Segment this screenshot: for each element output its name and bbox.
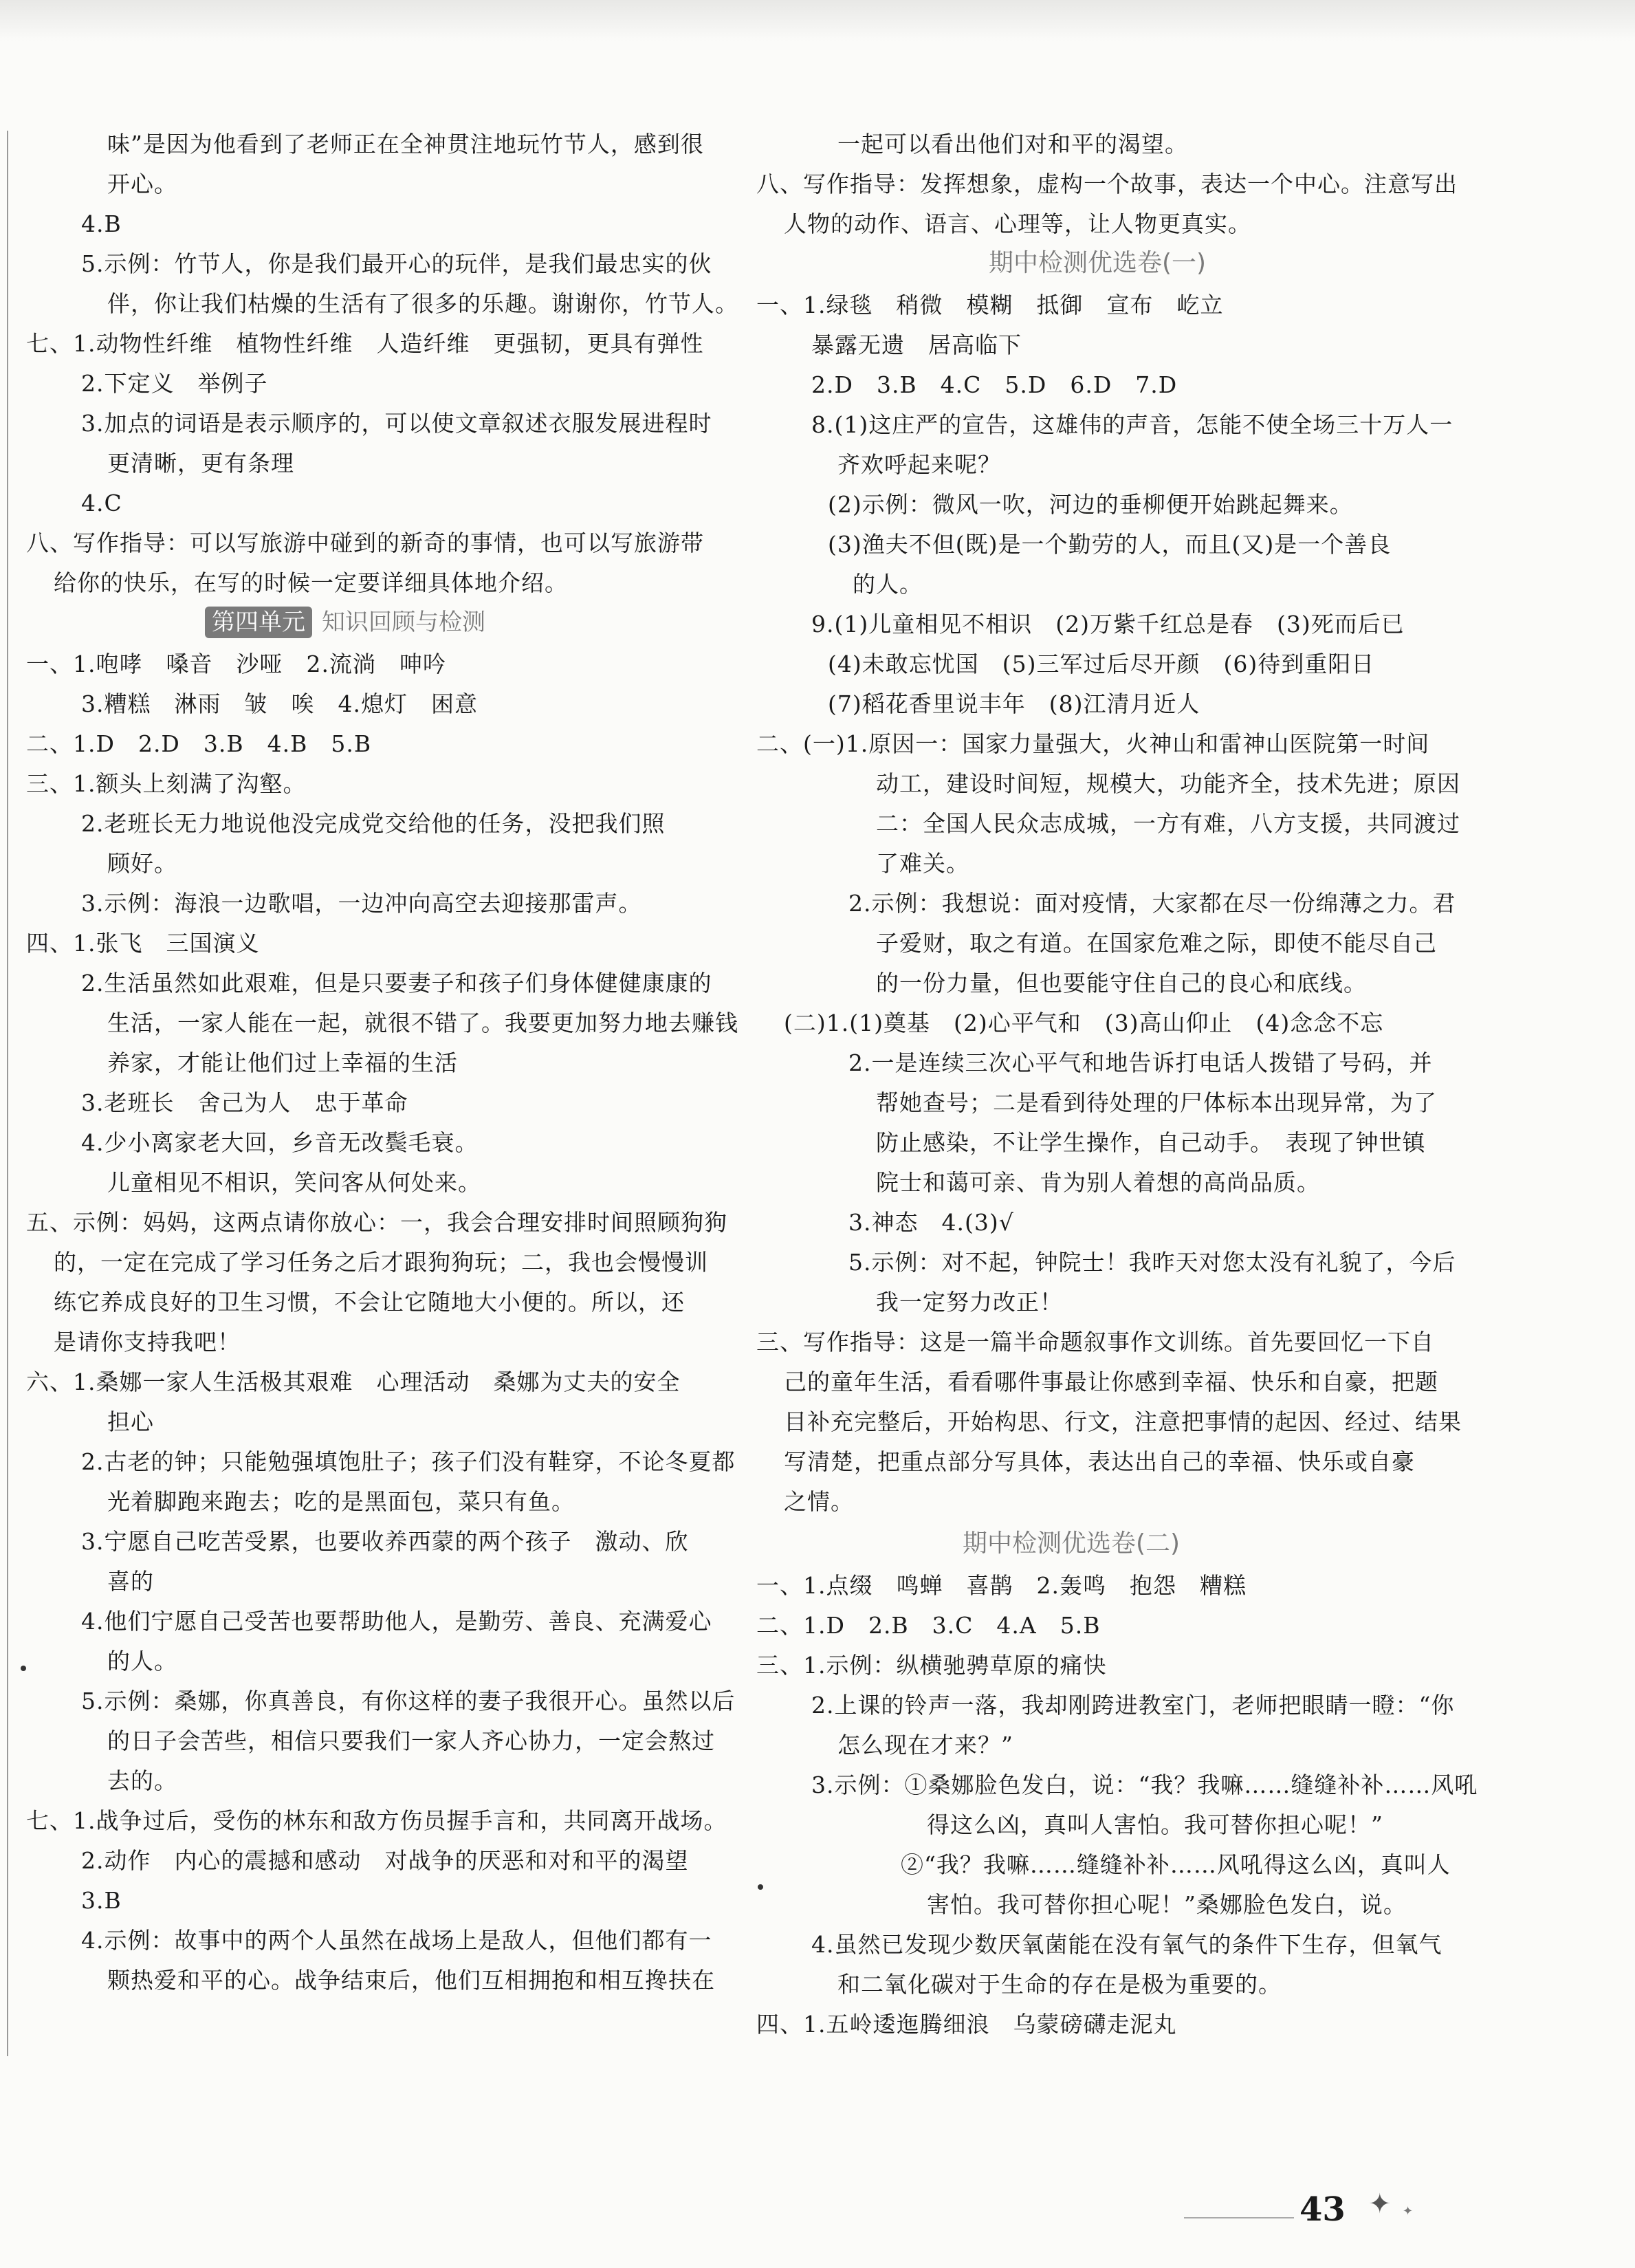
answer-line: 儿童相见不相识，笑问客从何处来。	[107, 1169, 481, 1196]
answer-line: 4.他们宁愿自己受苦也要帮助他人，是勤劳、善良、充满爱心	[81, 1608, 712, 1635]
answer-line: 3.B	[81, 1887, 122, 1914]
answer-line: 了难关。	[876, 850, 969, 877]
answer-line: 己的童年生活，看看哪件事最让你感到幸福、快乐和自豪，把题	[784, 1369, 1438, 1395]
answer-line: 二、1.D 2.B 3.C 4.A 5.B	[756, 1612, 1101, 1639]
answer-line: 练它养成良好的卫生习惯，不会让它随地大小便的。所以，还	[54, 1289, 685, 1316]
answer-line: 2.一是连续三次心平气和地告诉打电话人拨错了号码，并	[848, 1049, 1433, 1076]
answer-line: 齐欢呼起来呢？	[837, 451, 1001, 478]
answer-line: 3.老班长 舍己为人 忠于革命	[81, 1089, 408, 1116]
answer-line: (7)稻花香里说丰年 (8)江清月近人	[828, 690, 1200, 717]
answer-line: 二、1.D 2.D 3.B 4.B 5.B	[26, 730, 372, 757]
answer-line: 四、1.张飞 三国演义	[26, 930, 260, 957]
unit-heading	[205, 607, 485, 638]
answer-line: 2.古老的钟；只能勉强填饱肚子；孩子们没有鞋穿，不论冬夏都	[81, 1448, 736, 1475]
answer-line: 二：全国人民众志成城，一方有难，八方支援，共同渡过	[876, 810, 1460, 837]
answer-line: 2.动作 内心的震撼和感动 对战争的厌恶和对和平的渴望	[81, 1847, 689, 1874]
answer-line: 顾好。	[107, 850, 177, 877]
answer-line: 更清晰，更有条理	[107, 450, 294, 477]
answer-line: 3.示例：①桑娜脸色发白，说：“我？我嘛……缝缝补补……风吼	[811, 1771, 1478, 1798]
answer-line: 3.加点的词语是表示顺序的，可以使文章叙述衣服发展进程时	[81, 410, 712, 437]
small-star-icon: ✦	[1403, 2204, 1414, 2218]
answer-line: 一、1.咆哮 嗓音 沙哑 2.流淌 呻吟	[26, 651, 446, 677]
answer-line: 暴露无遗 居高临下	[811, 331, 1022, 358]
answer-line: 的日子会苦些，相信只要我们一家人齐心协力，一定会熬过	[107, 1727, 715, 1754]
answer-line: 人物的动作、语言、心理等，让人物更真实。	[784, 210, 1251, 237]
answer-line: 四、1.五岭逶迤腾细浪 乌蒙磅礴走泥丸	[756, 2011, 1177, 2038]
answer-line: 帮她查号；二是看到待处理的尸体标本出现异常，为了	[876, 1089, 1437, 1116]
answer-line: 9.(1)儿童相见不相识 (2)万紫千红总是春 (3)死而后已	[811, 611, 1405, 637]
answer-line: 2.示例：我想说：面对疫情，大家都在尽一份绵薄之力。君	[848, 890, 1456, 917]
star-icon: ✦	[1368, 2188, 1392, 2220]
answer-line: 三、1.额头上刻满了沟壑。	[26, 770, 307, 797]
answer-line: 2.老班长无力地说他没完成党交给他的任务，没把我们照	[81, 810, 666, 837]
answer-line: 我一定努力改正！	[876, 1289, 1063, 1316]
answer-line: 三、写作指导：这是一篇半命题叙事作文训练。首先要回忆一下自	[756, 1329, 1434, 1355]
answer-line: 八、写作指导：发挥想象，虚构一个故事，表达一个中心。注意写出	[756, 171, 1458, 197]
answer-line: 2.下定义 举例子	[81, 370, 268, 397]
answer-line: (4)未敢忘忧国 (5)三军过后尽开颜 (6)待到重阳日	[828, 651, 1375, 677]
answer-line: 的人。	[853, 571, 923, 598]
answer-line: 去的。	[107, 1767, 177, 1794]
answer-line: 开心。	[107, 171, 177, 197]
answer-line: 4.少小离家老大回，乡音无改鬓毛衰。	[81, 1129, 479, 1156]
answer-line: 担心	[107, 1408, 154, 1435]
answer-line: 八、写作指导：可以写旅游中碰到的新奇的事情，也可以写旅游带	[26, 530, 704, 556]
answer-line: 五、示例：妈妈，这两点请你放心：一，我会合理安排时间照顾狗狗	[26, 1209, 727, 1236]
section-title: 期中检测优选卷(二)	[963, 1529, 1181, 1558]
unit-title: 知识回顾与检测	[322, 609, 485, 636]
answer-line: 5.示例：对不起，钟院士！我昨天对您太没有礼貌了，今后	[848, 1249, 1456, 1276]
answer-line: (3)渔夫不但(既)是一个勤劳的人，而且(又)是一个善良	[828, 531, 1392, 558]
section-title: 期中检测优选卷(一)	[989, 249, 1207, 277]
answer-line: 院士和蔼可亲、肯为别人着想的高尚品质。	[876, 1169, 1320, 1196]
answer-line: 3.糟糕 淋雨 皱 唉 4.熄灯 困意	[81, 690, 478, 717]
answer-line: 一起可以看出他们对和平的渴望。	[837, 131, 1188, 157]
answer-line: 生活，一家人能在一起，就很不错了。我要更加努力地去赚钱	[107, 1010, 738, 1036]
answer-line: 养家，才能让他们过上幸福的生活	[107, 1049, 458, 1076]
answer-line: 4.B	[81, 210, 122, 237]
answer-line: 目补充完整后，开始构思、行文，注意把事情的起因、经过、结果	[784, 1408, 1462, 1435]
answer-line: 的人。	[107, 1648, 177, 1675]
answer-line: 之情。	[784, 1488, 854, 1515]
answer-line: 4.示例：故事中的两个人虽然在战场上是敌人，但他们都有一	[81, 1927, 712, 1954]
stray-dot	[758, 1884, 763, 1890]
margin-rule	[7, 131, 8, 2056]
answer-line: 七、1.动物性纤维 植物性纤维 人造纤维 更强韧，更具有弹性	[26, 330, 704, 357]
answer-line: 2.D 3.B 4.C 5.D 6.D 7.D	[811, 371, 1178, 398]
answer-line: 怎么现在才来？”	[837, 1732, 1013, 1758]
answer-line: 颗热爱和平的心。战争结束后，他们互相拥抱和相互搀扶在	[107, 1967, 715, 1994]
answer-line: 写清楚，把重点部分写具体，表达出自己的幸福、快乐或自豪	[784, 1448, 1415, 1475]
answer-line: 的，一定在完成了学习任务之后才跟狗狗玩；二，我也会慢慢训	[54, 1249, 708, 1276]
footer-line	[1184, 2217, 1294, 2218]
answer-line: 一、1.绿毯 稍微 模糊 抵御 宣布 屹立	[756, 292, 1224, 318]
answer-line: 8.(1)这庄严的宣告，这雄伟的声音，怎能不使全场三十万人一	[811, 411, 1453, 438]
answer-line: 的一份力量，但也要能守住自己的良心和底线。	[876, 970, 1367, 996]
answer-line: 3.神态 4.(3)√	[848, 1209, 1014, 1236]
answer-line: 光着脚跑来跑去；吃的是黑面包，菜只有鱼。	[107, 1488, 575, 1515]
answer-line: ②“我？我嘛……缝缝补补……风吼得这么凶，真叫人	[901, 1851, 1451, 1878]
stray-dot	[21, 1666, 26, 1671]
answer-line: (二)1.(1)奠基 (2)心平气和 (3)高山仰止 (4)念念不忘	[784, 1010, 1384, 1036]
answer-line: 喜的	[107, 1568, 154, 1595]
answer-line: 伴，你让我们枯燥的生活有了很多的乐趣。谢谢你，竹节人。	[107, 290, 738, 317]
answer-line: 三、1.示例：纵横驰骋草原的痛快	[756, 1652, 1107, 1679]
answer-line: 3.宁愿自己吃苦受累，也要收养西蒙的两个孩子 激动、欣	[81, 1528, 689, 1555]
answer-line: 5.示例：桑娜，你真善良，有你这样的妻子我很开心。虽然以后	[81, 1688, 736, 1714]
answer-line: 5.示例：竹节人，你是我们最开心的玩伴，是我们最忠实的伙	[81, 250, 712, 277]
answer-line: 六、1.桑娜一家人生活极其艰难 心理活动 桑娜为丈夫的安全	[26, 1369, 681, 1395]
answer-line: 和二氧化碳对于生命的存在是极为重要的。	[837, 1971, 1282, 1998]
answer-line: 给你的快乐，在写的时候一定要详细具体地介绍。	[54, 569, 568, 596]
answer-line: 2.上课的铃声一落，我却刚跨进教室门，老师把眼睛一瞪：“你	[811, 1692, 1455, 1719]
answer-line: 子爱财，取之有道。在国家危难之际，即使不能尽自己	[876, 930, 1437, 957]
page-number: 43	[1299, 2190, 1346, 2229]
answer-line: 二、(一)1.原因一：国家力量强大，火神山和雷神山医院第一时间	[756, 730, 1430, 757]
answer-line: 2.生活虽然如此艰难，但是只要妻子和孩子们身体健健康康的	[81, 970, 712, 996]
answer-line: 害怕。我可替你担心呢！”桑娜脸色发白，说。	[927, 1891, 1407, 1918]
answer-line: 动工，建设时间短，规模大，功能齐全，技术先进；原因	[876, 770, 1460, 797]
page-top-shade	[0, 0, 1635, 41]
answer-line: 防止感染，不让学生操作，自己动手。 表现了钟世镇	[876, 1129, 1426, 1156]
answer-line: 3.示例：海浪一边歌唱，一边冲向高空去迎接那雷声。	[81, 890, 642, 917]
answer-line: 4.C	[81, 490, 122, 516]
answer-line: 七、1.战争过后，受伤的林东和敌方伤员握手言和，共同离开战场。	[26, 1807, 727, 1834]
answer-line: 是请你支持我吧！	[54, 1329, 241, 1355]
answer-line: (2)示例：微风一吹，河边的垂柳便开始跳起舞来。	[828, 491, 1353, 518]
answer-line: 得这么凶，真叫人害怕。我可替你担心呢！”	[927, 1811, 1383, 1838]
answer-line: 4.虽然已发现少数厌氧菌能在没有氧气的条件下生存，但氧气	[811, 1931, 1442, 1958]
answer-line: 味”是因为他看到了老师正在全神贯注地玩竹节人，感到很	[107, 131, 704, 157]
unit-tag: 第四单元	[205, 607, 312, 638]
answer-line: 一、1.点缀 鸣蝉 喜鹊 2.轰鸣 抱怨 糟糕	[756, 1572, 1247, 1599]
